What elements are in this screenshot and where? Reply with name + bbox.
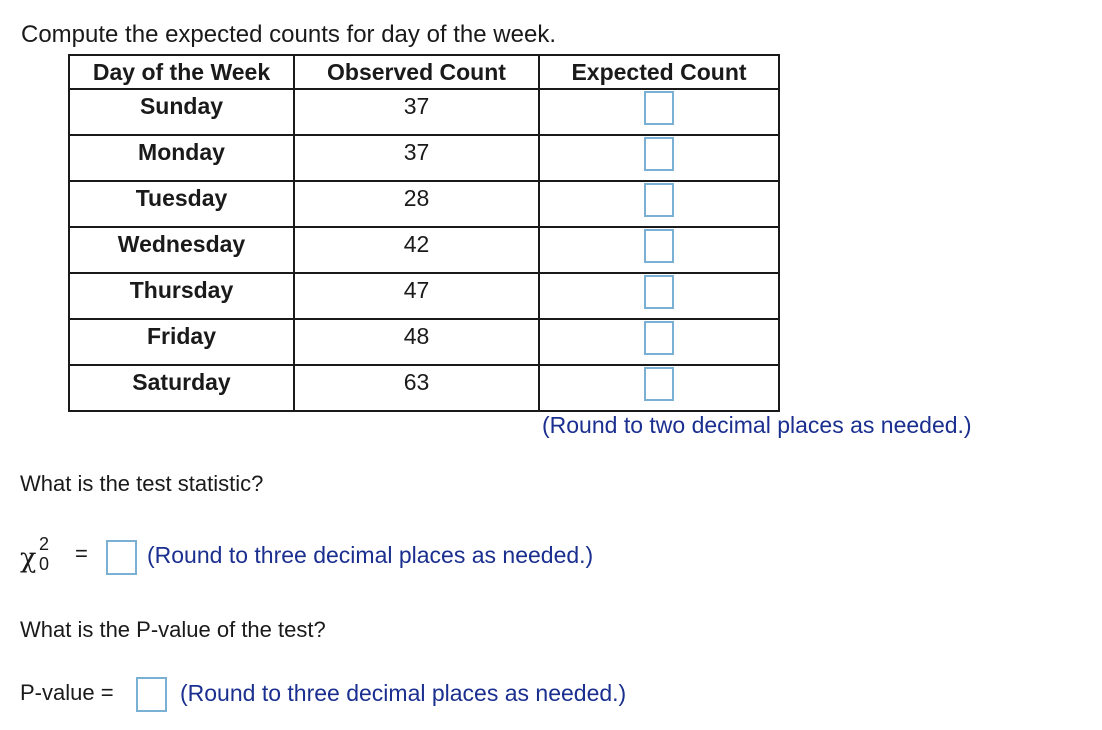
day-cell: Thursday [129,277,234,303]
table-row [69,273,779,319]
expected-count-input[interactable] [644,137,674,171]
day-cell: Wednesday [117,231,246,257]
header-observed: Observed Count [294,55,539,89]
observed-cell: 37 [403,93,430,119]
chi-letter: χ [20,543,37,574]
expected-count-input[interactable] [644,229,674,263]
day-cell: Sunday [139,93,224,119]
table-row [69,227,779,273]
table-row [69,89,779,135]
observed-cell: 37 [403,139,430,165]
equals-sign: = [75,541,88,566]
p-value-input[interactable] [136,677,167,712]
table-row [69,135,779,181]
table-row [69,365,779,411]
chi-square-symbol [20,534,70,577]
test-statistic-round-hint: (Round to three decimal places as needed.) [147,542,594,568]
observed-cell: 63 [403,369,430,395]
test-statistic-question: What is the test statistic? [20,471,264,496]
observed-cell: 42 [403,231,430,257]
p-value-round-hint: (Round to three decimal places as needed.) [180,680,627,706]
expected-count-input[interactable] [644,275,674,309]
expected-round-hint: (Round to two decimal places as needed.) [542,412,972,438]
day-cell: Friday [146,323,217,349]
header-day: Day of the Week [69,55,294,89]
expected-count-input[interactable] [644,321,674,355]
table-row [69,181,779,227]
test-statistic-input[interactable] [106,540,137,575]
day-cell: Tuesday [135,185,228,211]
frequency-table [68,54,780,412]
chi-subscript: 0 [39,554,50,574]
p-value-label: P-value = [20,680,114,705]
day-cell: Monday [138,139,225,165]
p-value-question: What is the P-value of the test? [20,617,326,642]
instruction-text: Compute the expected counts for day of the week. [21,21,556,48]
day-cell: Saturday [132,369,231,395]
expected-count-input[interactable] [644,183,674,217]
expected-count-input[interactable] [644,91,674,125]
expected-count-input[interactable] [644,367,674,401]
observed-cell: 28 [403,185,430,211]
chi-superscript: 2 [39,534,50,554]
observed-cell: 47 [403,277,430,303]
table-row [69,319,779,365]
observed-cell: 48 [403,323,430,349]
header-expected: Expected Count [539,55,779,89]
table-header-row [69,55,779,89]
